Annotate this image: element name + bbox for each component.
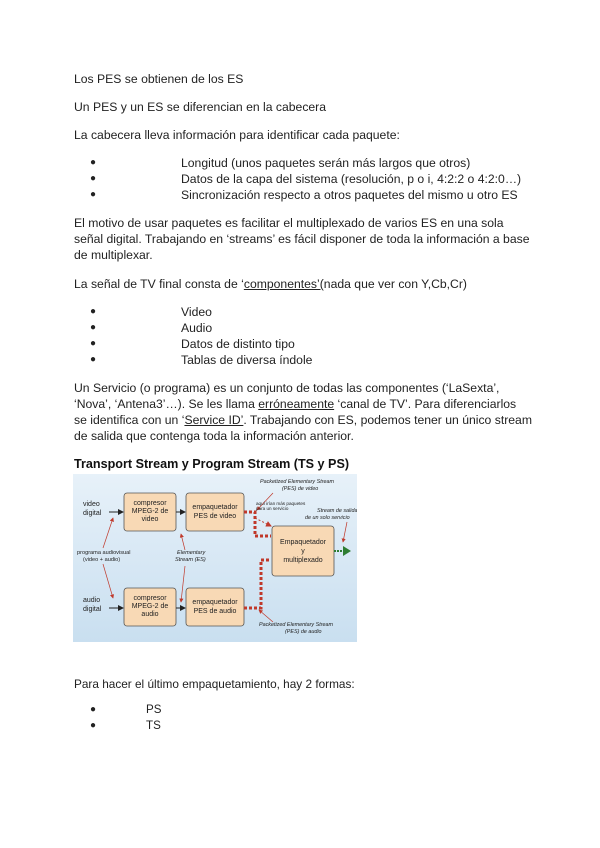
program-label: programa audiovisual (video + audio): [77, 550, 131, 563]
list-item: ● Datos de distinto tipo: [90, 337, 295, 351]
ts-ps-diagram: [73, 474, 357, 642]
paragraph-packaging-forms: Para hacer el último empaquetamiento, hay 2 formas:: [74, 677, 355, 691]
list-item: ● Datos de la capa del sistema (resolución, p o i, 4:2:2 o 4:2:0…): [90, 172, 522, 186]
list-item: ● Audio: [90, 321, 213, 335]
paragraph-header-info: La cabecera lleva información para identificar cada paquete:: [74, 128, 400, 142]
list-item: ● Longitud (unos paquetes serán más largos que otros): [90, 156, 471, 170]
audio-packetizer-label: empaquetador PES de audio: [192, 599, 238, 615]
pes-note-label: aquí irían más paquetes para un servicio: [256, 501, 306, 511]
list-item: ● Video: [90, 305, 212, 319]
paragraph-tv-signal: La señal de TV final consta de ‘componentes’(nada que ver con Y,Cb,Cr): [74, 277, 467, 291]
list-item: ● PS: [90, 703, 162, 716]
audio-input-label: audio digital: [83, 597, 102, 613]
output-stream-label: Stream de salida de un solo servicio: [305, 508, 357, 521]
section-heading: Transport Stream y Program Stream (TS y PS): [74, 457, 350, 471]
pes-audio-label: Packetized Elementary Stream (PES) de audio: [259, 622, 334, 635]
erroneamente-link[interactable]: erróneamente: [258, 397, 335, 411]
components-list: [74, 304, 544, 368]
list-item: ● Sincronización respecto a otros paquetes del mismo u otro ES: [90, 188, 518, 202]
paragraph-pes-es-difference: Un PES y un ES se diferencian en la cabecera: [74, 100, 327, 114]
header-info-list: [74, 155, 544, 203]
video-input-label: video digital: [83, 501, 102, 517]
forms-list: [74, 702, 544, 734]
paragraph-packets-motive: El motivo de usar paquetes es facilitar el multiplexado de varios ES en una sola señal digital. Trabajando en ‘streams’ es fácil disponer de toda la información a base de multiplexar.: [74, 216, 530, 262]
video-compressor-label: compresor MPEG-2 de video: [131, 500, 169, 523]
video-packetizer-label: empaquetador PES de video: [192, 504, 238, 520]
audio-packetizer-box: [186, 588, 244, 626]
paragraph-pes-from-es: Los PES se obtienen de los ES: [74, 72, 244, 86]
es-label: Elementary Stream (ES): [175, 550, 206, 563]
paragraph-service: Un Servicio (o programa) es un conjunto de todas las componentes (‘LaSexta’, ‘Nova’, ‘Antena3’…). Se les llama erróneamente ‘canal de TV’. Para diferenciarlos se identifica con un ‘Service ID’. Trabajando con ES, podemos tener un único stream de salida que contenga toda la información anterior.: [74, 381, 532, 443]
video-packetizer-box: [186, 493, 244, 531]
mux-label: Empaquetador y multiplexado: [280, 539, 326, 564]
list-item: ● TS: [90, 719, 161, 732]
componentes-link[interactable]: componentes’(: [243, 277, 324, 291]
service-id-link[interactable]: Service ID’: [184, 413, 244, 427]
audio-compressor-label: compresor MPEG-2 de audio: [131, 595, 169, 618]
pes-video-label: Packetized Elementary Stream (PES) de video: [260, 479, 335, 492]
list-item: ● Tablas de diversa índole: [90, 353, 313, 367]
